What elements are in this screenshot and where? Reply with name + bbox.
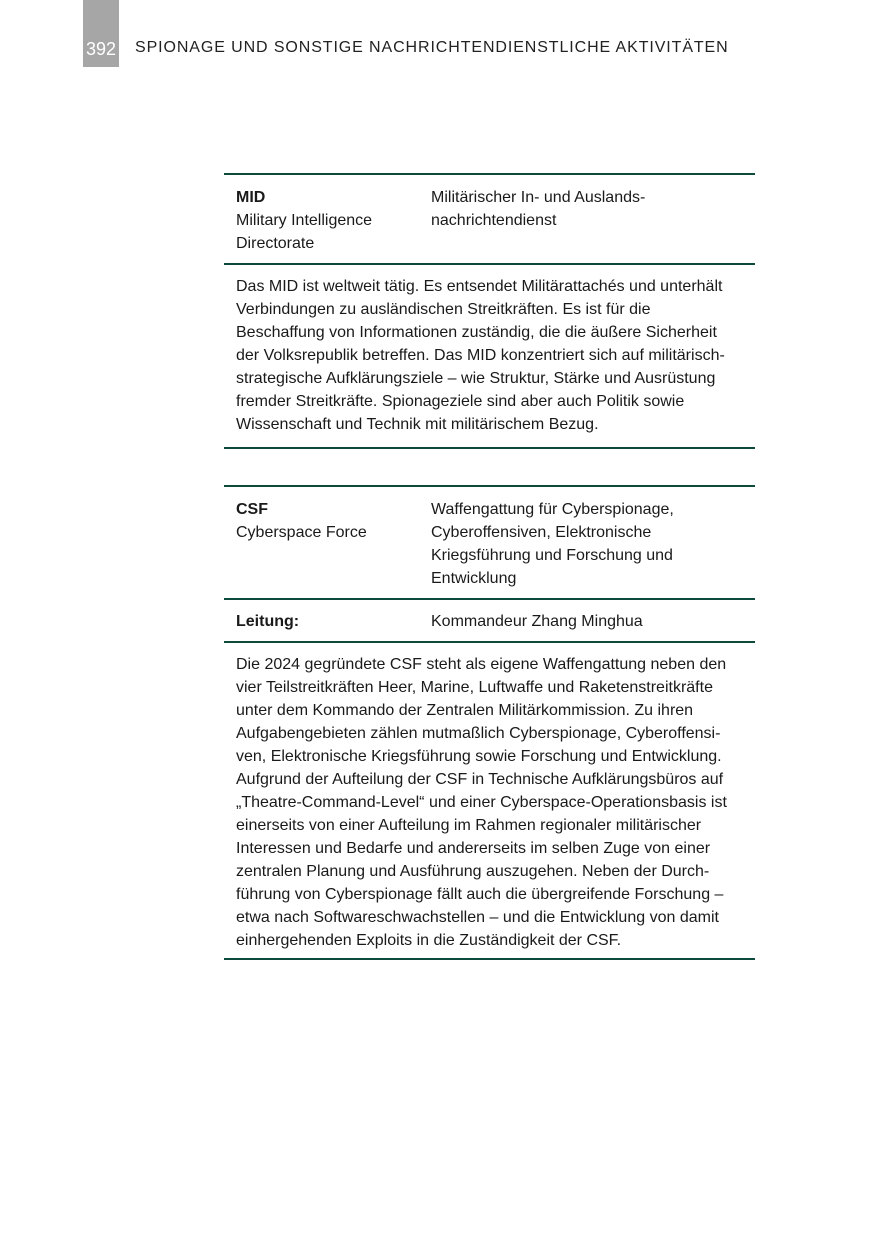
csf-type-line: Kriegsführung und Forschung und [431, 547, 673, 564]
csf-description-line: Die 2024 gegründete CSF steht als eigene Waffengattung neben den [236, 656, 727, 673]
mid-abbreviation: MID [236, 189, 266, 206]
csf-full-name: Cyberspace Force [236, 524, 367, 541]
csf-leitung-label: Leitung: [236, 613, 300, 630]
mid-full-name-line: Military Intelligence [236, 212, 373, 229]
mid-description-line: der Volksrepublik betreffen. Das MID konzentriert sich auf militärisch- [236, 347, 725, 364]
csf-leitung-row [224, 600, 755, 641]
csf-description-line: Aufgabengebieten zählen mutmaßlich Cyberspionage, Cyberoffensi- [236, 725, 721, 742]
csf-description-line: etwa nach Softwareschwachstellen – und die Entwicklung von damit [236, 909, 719, 926]
mid-full-name-line: Directorate [236, 235, 315, 252]
mid-type-line: Militärischer In- und Auslands- [431, 189, 646, 206]
csf-description-line: Aufgrund der Aufteilung der CSF in Technische Aufklärungsbüros auf [236, 771, 724, 788]
mid-description-line: Verbindungen zu ausländischen Streitkräften. Es ist für die [236, 301, 651, 318]
csf-description-line: zentralen Planung und Ausführung auszugehen. Neben der Durch- [236, 863, 710, 880]
mid-type-line: nachrichtendienst [431, 212, 557, 229]
csf-description-line: „Theatre-Command-Level“ und einer Cyberspace-Operationsbasis ist [236, 794, 727, 811]
csf-description-line: einhergehenden Exploits in die Zuständigkeit der CSF. [236, 932, 622, 949]
csf-info-box [224, 485, 755, 960]
csf-type-cell [431, 498, 743, 598]
csf-type-line: Entwicklung [431, 570, 517, 587]
mid-description-line: Beschaffung von Informationen zuständig, die die äußere Sicherheit [236, 324, 717, 341]
csf-type-line: Cyberoffensiven, Elektronische [431, 524, 652, 541]
running-title: SPIONAGE UND SONSTIGE NACHRICHTENDIENSTLICHE AKTIVITÄTEN [135, 39, 729, 56]
mid-description-line: Wissenschaft und Technik mit militärischem Bezug. [236, 416, 599, 433]
mid-description [224, 265, 755, 436]
csf-description-line: vier Teilstreitkräften Heer, Marine, Luftwaffe und Raketenstreitkräfte [236, 679, 713, 696]
csf-description-line: führung von Cyberspionage fällt auch die übergreifende Forschung – [236, 886, 724, 903]
csf-leitung-value: Kommandeur Zhang Minghua [431, 613, 643, 630]
csf-description-line: unter dem Kommando der Zentralen Militärkommission. Zu ihren [236, 702, 694, 719]
csf-abbreviation: CSF [236, 501, 268, 518]
mid-type-cell [431, 186, 743, 263]
csf-description [224, 643, 755, 952]
mid-header-row [224, 175, 755, 263]
csf-description-line: ven, Elektronische Kriegsführung sowie Forschung und Entwicklung. [236, 748, 722, 765]
csf-header-row [224, 487, 755, 598]
csf-description-line: Interessen und Bedarfe und andererseits im selben Zuge von einer [236, 840, 711, 857]
page-number: 392 [83, 0, 119, 67]
mid-description-line: Das MID ist weltweit tätig. Es entsendet Militärattachés und unterhält [236, 278, 723, 295]
csf-description-line: einerseits von einer Aufteilung im Rahmen regionaler militärischer [236, 817, 702, 834]
mid-description-line: fremder Streitkräfte. Spionageziele sind aber auch Politik sowie [236, 393, 685, 410]
mid-description-line: strategische Aufklärungsziele – wie Struktur, Stärke und Ausrüstung [236, 370, 716, 387]
csf-type-line: Waffengattung für Cyberspionage, [431, 501, 674, 518]
mid-name-cell [236, 186, 431, 263]
mid-info-box [224, 173, 755, 449]
csf-name-cell [236, 498, 431, 598]
